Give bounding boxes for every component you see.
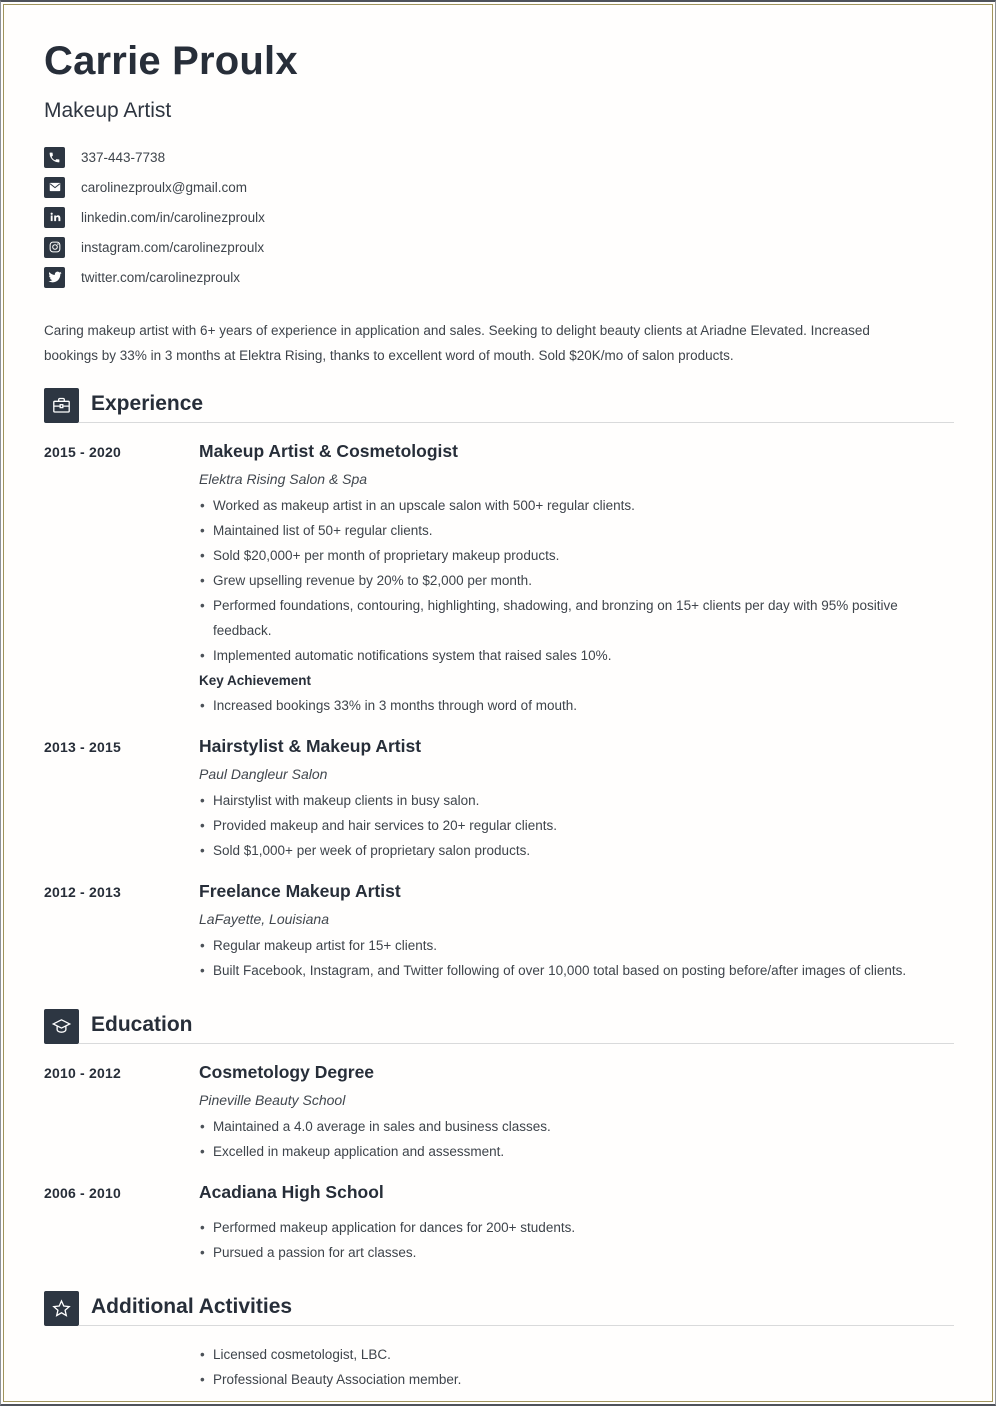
entry-dates: 2006 - 2010: [44, 1185, 121, 1201]
experience-entry-1: [44, 441, 954, 718]
contact-instagram-link[interactable]: instagram.com/carolinezproulx: [81, 239, 265, 255]
section-header-additional-activities: [44, 1291, 954, 1326]
bullet-item: • Pursued a passion for art classes.: [199, 1240, 954, 1265]
bullet-item: • Provided makeup and hair services to 20+ regular clients.: [199, 813, 954, 838]
bullet-item: • Excelled in makeup application and assessment.: [199, 1139, 954, 1164]
contact-linkedin-link[interactable]: linkedin.com/in/carolinezproulx: [81, 209, 265, 225]
contact-row-email: [44, 172, 954, 202]
contact-row-instagram: [44, 232, 954, 262]
summary-text: Caring makeup artist with 6+ years of experience in application and sales. Seeking to delight beauty clients at Ariadne Elevated. Increased bookings by 33% in 3 months at Elektra Rising, thanks to excellent word of mouth. Sold $20K/mo of salon products.: [44, 323, 870, 363]
bullet-item: • Maintained a 4.0 average in sales and business classes.: [199, 1114, 954, 1139]
additional-activities-entry: [44, 1342, 954, 1392]
job-title: Makeup Artist: [44, 99, 172, 122]
bullet-item: • Sold $20,000+ per month of proprietary makeup products.: [199, 543, 954, 568]
instagram-icon: [44, 237, 65, 258]
bullet-item: • Maintained list of 50+ regular clients.: [199, 518, 954, 543]
entry-dates: 2015 - 2020: [44, 444, 121, 460]
section-title-additional-activities: Additional Activities: [91, 1294, 293, 1318]
entry-title: Cosmetology Degree: [199, 1062, 375, 1082]
entry-subtitle: LaFayette, Louisiana: [199, 911, 329, 927]
entry-body: [199, 881, 954, 983]
section-title-experience: Experience: [91, 391, 204, 415]
entry-dates: 2012 - 2013: [44, 884, 121, 900]
key-achievement-list: [199, 693, 954, 718]
contact-phone-link[interactable]: 337-443-7738: [81, 149, 166, 165]
entry-subtitle: Pineville Beauty School: [199, 1092, 346, 1108]
bullet-list: [199, 1215, 954, 1265]
bullet-item: • Performed foundations, contouring, highlighting, shadowing, and bronzing on 15+ clients per day with 95% positive feedback.: [199, 593, 954, 643]
entry-title: Hairstylist & Makeup Artist: [199, 736, 422, 756]
entry-body: [199, 1182, 954, 1265]
twitter-icon: [44, 267, 65, 288]
education-entry-1: [44, 1062, 954, 1164]
bullet-item: • Sold $1,000+ per week of proprietary salon products.: [199, 838, 954, 863]
bullet-list: [199, 493, 954, 668]
bullet-item: • Professional Beauty Association member.: [199, 1367, 954, 1392]
entry-title: Makeup Artist & Cosmetologist: [199, 441, 458, 461]
email-icon: [44, 177, 65, 198]
bullet-list: [199, 933, 954, 983]
bullet-item: • Built Facebook, Instagram, and Twitter following of over 10,000 total based on posting before/after images of clients.: [199, 958, 954, 983]
education-entry-2: [44, 1182, 954, 1265]
bullet-item: • Implemented automatic notifications system that raised sales 10%.: [199, 643, 954, 668]
contact-row-linkedin: [44, 202, 954, 232]
experience-entry-3: [44, 881, 954, 983]
contact-list: [44, 142, 954, 292]
contact-twitter-link[interactable]: twitter.com/carolinezproulx: [81, 269, 241, 285]
experience-entry-2: [44, 736, 954, 863]
bullet-item: • Regular makeup artist for 15+ clients.: [199, 933, 954, 958]
person-name: Carrie Proulx: [44, 39, 298, 83]
briefcase-icon: [44, 388, 79, 423]
resume-content: [1, 2, 995, 1392]
bullet-item: • Performed makeup application for dances for 200+ students.: [199, 1215, 954, 1240]
section-header-experience: [44, 388, 954, 423]
contact-row-twitter: [44, 262, 954, 292]
linkedin-icon: [44, 207, 65, 228]
bullet-item: • Hairstylist with makeup clients in busy salon.: [199, 788, 954, 813]
entry-subtitle: Elektra Rising Salon & Spa: [199, 471, 368, 487]
contact-row-phone: [44, 142, 954, 172]
entry-dates-empty: [44, 1342, 199, 1392]
entry-body: [199, 1062, 954, 1164]
entry-dates: 2013 - 2015: [44, 739, 121, 755]
bullet-list: [199, 1114, 954, 1164]
entry-subtitle: Paul Dangleur Salon: [199, 766, 328, 782]
bullet-item: • Worked as makeup artist in an upscale salon with 500+ regular clients.: [199, 493, 954, 518]
bullet-item: • Grew upselling revenue by 20% to $2,000 per month.: [199, 568, 954, 593]
bullet-item: • Licensed cosmetologist, LBC.: [199, 1342, 954, 1367]
graduation-cap-icon: [44, 1009, 79, 1044]
contact-email-link[interactable]: carolinezproulx@gmail.com: [81, 179, 248, 195]
entry-title: Acadiana High School: [199, 1182, 384, 1202]
phone-icon: [44, 147, 65, 168]
bullet-list: [199, 788, 954, 863]
bullet-list: [199, 1342, 954, 1392]
section-title-education: Education: [91, 1012, 193, 1036]
star-icon: [44, 1291, 79, 1326]
entry-body: [199, 441, 954, 718]
bullet-item: • Increased bookings 33% in 3 months through word of mouth.: [199, 693, 954, 718]
entry-dates: 2010 - 2012: [44, 1065, 121, 1081]
entry-body: [199, 736, 954, 863]
entry-title: Freelance Makeup Artist: [199, 881, 401, 901]
section-header-education: [44, 1009, 954, 1044]
key-achievement-label: Key Achievement: [199, 673, 312, 688]
entry-body: [199, 1342, 954, 1392]
